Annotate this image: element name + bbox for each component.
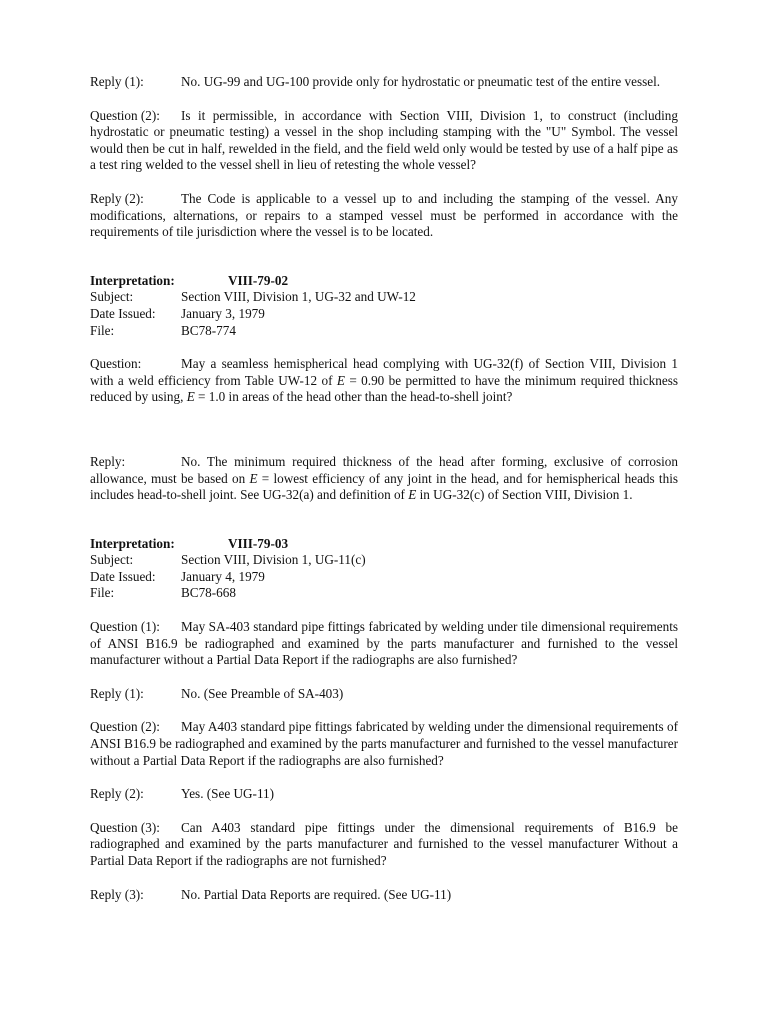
subject-row	[90, 552, 678, 569]
reply-1-paragraph	[90, 74, 678, 91]
question-2b-text: May A403 standard pipe fittings fabricated by welding under the dimensional requirements of ANSI B16.9 be radiographed and examined by the parts manufacturer and furnished to the vessel manufacturer without a Partial Data Report if the radiographs are also furnished?	[90, 719, 678, 768]
subject-label: Subject:	[90, 552, 134, 568]
reply-label: Reply:	[90, 453, 126, 469]
question-paragraph	[90, 356, 678, 406]
variable-e: E	[336, 372, 345, 388]
reply-3-paragraph	[90, 887, 678, 904]
file-label: File:	[90, 585, 115, 601]
question-label: Question:	[90, 356, 142, 372]
question-2-label: Question (2):	[90, 107, 160, 123]
reply-text-3: in UG-32(c) of Section VIII, Division 1.	[416, 487, 633, 503]
interpretation-row	[90, 273, 678, 290]
reply-text-2: = lowest efficiency of any joint in the head, and for hemispherical heads this includes head-to-shell joint. See UG-32(a) and definition of	[90, 470, 678, 503]
reply-1b-label: Reply (1):	[90, 685, 144, 701]
question-text-2: = 0.90 be permitted to have the minimum required thickness reduced by using,	[90, 372, 678, 405]
variable-e: E	[408, 487, 417, 503]
date-issued-value: January 3, 1979	[181, 305, 265, 321]
subject-value: Section VIII, Division 1, UG-11(c)	[181, 552, 366, 568]
interpretation-label: Interpretation:	[90, 535, 175, 551]
question-1-paragraph	[90, 619, 678, 669]
reply-1b-paragraph	[90, 686, 678, 703]
reply-1-label: Reply (1):	[90, 74, 144, 89]
variable-e: E	[186, 389, 195, 405]
subject-value: Section VIII, Division 1, UG-32 and UW-12	[181, 289, 416, 305]
reply-text-1: No. The minimum required thickness of the head after forming, exclusive of corrosion allowance, must be based on	[90, 453, 678, 486]
interpretation-header-viii-79-02	[90, 273, 678, 339]
reply-2-paragraph	[90, 191, 678, 241]
variable-e: E	[249, 470, 258, 486]
question-2b-paragraph	[90, 719, 678, 769]
reply-paragraph	[90, 454, 678, 504]
subject-row	[90, 289, 678, 306]
question-1-label: Question (1):	[90, 619, 160, 635]
date-issued-row	[90, 569, 678, 586]
document-body	[90, 74, 678, 903]
file-value: BC78-774	[181, 322, 236, 338]
interpretation-number: VIII-79-03	[228, 535, 289, 551]
reply-3-label: Reply (3):	[90, 886, 144, 902]
file-label: File:	[90, 322, 115, 338]
reply-2-text: The Code is applicable to a vessel up to and including the stamping of the vessel. Any modifications, alternations, or repairs to a stamped vessel must be performed in accordance with the requirements of tile jurisdiction where the vessel is to be located.	[90, 190, 678, 240]
reply-2b-paragraph	[90, 786, 678, 803]
file-value: BC78-668	[181, 585, 236, 601]
question-1-text: May SA-403 standard pipe fittings fabricated by welding under tile dimensional requirements of ANSI B16.9 be radiographed and examined by the parts manufacturer and furnished to the vessel manufacturer without a Partial Data Report if the radiographs are also furnished?	[90, 619, 678, 668]
date-issued-value: January 4, 1979	[181, 568, 265, 584]
interpretation-label: Interpretation:	[90, 272, 175, 288]
question-text-1: May a seamless hemispherical head complying with UG-32(f) of Section VIII, Division 1 with a weld efficiency from Table UW-12 of	[90, 356, 678, 388]
subject-label: Subject:	[90, 289, 134, 305]
reply-1-text: No. UG-99 and UG-100 provide only for hydrostatic or pneumatic test of the entire vessel.	[181, 74, 661, 89]
interpretation-header-viii-79-03	[90, 536, 678, 602]
reply-2-label: Reply (2):	[90, 190, 144, 206]
date-issued-label: Date Issued:	[90, 568, 156, 584]
reply-2b-text: Yes. (See UG-11)	[181, 786, 275, 802]
interpretation-row	[90, 536, 678, 553]
date-issued-row	[90, 306, 678, 323]
question-2-text: Is it permissible, in accordance with Section VIII, Division 1, to construct (including hydrostatic or pneumatic testing) a vessel in the shop including stamping with the "U" Symbol. The vessel would then be cut in half, rewelded in the field, and the field weld only would be tested by use of a half pipe as a test ring welded to the vessel shell in lieu of retesting the whole vessel?	[90, 107, 678, 173]
reply-2b-label: Reply (2):	[90, 786, 144, 802]
reply-3-text: No. Partial Data Reports are required. (See UG-11)	[181, 886, 452, 902]
file-row	[90, 323, 678, 340]
question-3-paragraph	[90, 820, 678, 870]
question-text-3: = 1.0 in areas of the head other than the head-to-shell joint?	[194, 389, 513, 405]
question-2-paragraph	[90, 108, 678, 174]
reply-1b-text: No. (See Preamble of SA-403)	[181, 685, 344, 701]
question-2b-label: Question (2):	[90, 719, 160, 735]
question-3-text: Can A403 standard pipe fittings under the dimensional requirements of B16.9 be radiographed and examined by the parts manufacturer and furnished to the vessel manufacturer Without a Partial Data Report if the radiographs are not furnished?	[90, 819, 678, 868]
question-3-label: Question (3):	[90, 819, 160, 835]
date-issued-label: Date Issued:	[90, 305, 156, 321]
interpretation-number: VIII-79-02	[228, 272, 289, 288]
file-row	[90, 585, 678, 602]
